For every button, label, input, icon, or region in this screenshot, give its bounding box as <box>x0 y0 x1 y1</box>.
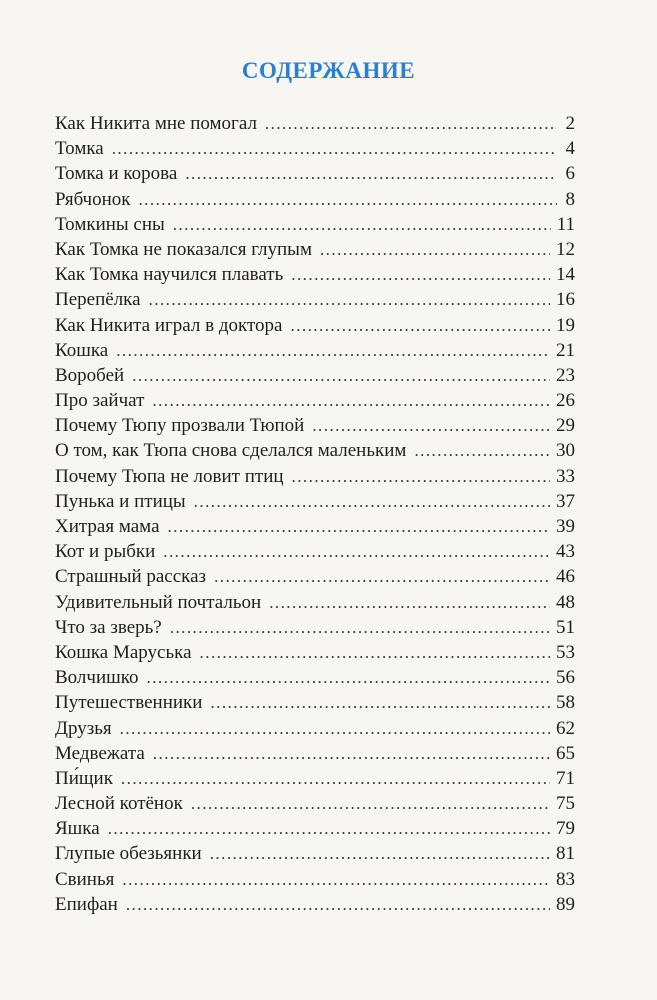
entry-title: Как Томка научился плавать <box>55 264 284 286</box>
entry-title: Как Никита играл в доктора <box>55 314 283 336</box>
toc-entry[interactable] <box>55 690 575 715</box>
entry-title: Кошка <box>55 339 109 361</box>
entry-page-number: 75 <box>556 793 575 815</box>
dot-leader <box>116 338 550 363</box>
dot-leader <box>153 741 550 766</box>
dot-leader <box>121 766 550 791</box>
toc-entry[interactable] <box>55 338 575 363</box>
entry-page-number: 26 <box>556 390 575 412</box>
entry-page-number: 12 <box>556 238 575 260</box>
entry-title: Что за зверь? <box>55 616 162 638</box>
dot-leader <box>126 892 550 917</box>
dot-leader <box>320 237 550 262</box>
entry-page-number: 16 <box>556 289 575 311</box>
entry-page-number: 2 <box>565 113 575 134</box>
toc-entry[interactable] <box>55 161 575 186</box>
dot-leader <box>120 716 550 741</box>
entry-title: Удивительный почтальон <box>55 591 262 613</box>
toc-entry[interactable] <box>55 791 575 816</box>
entry-title: Кот и рыбки <box>55 541 156 563</box>
entry-title: Епифан <box>55 893 118 915</box>
entry-title: Почему Тюпа не ловит птиц <box>55 465 284 487</box>
dot-leader <box>200 640 550 665</box>
entry-page-number: 43 <box>556 541 575 563</box>
entry-title: Друзья <box>55 717 112 739</box>
toc-entry[interactable] <box>55 187 575 212</box>
entry-title: Медвежата <box>55 742 145 764</box>
dot-leader <box>173 212 551 237</box>
toc-entry[interactable] <box>55 615 575 640</box>
entry-page-number: 51 <box>556 616 575 638</box>
dot-leader <box>149 287 550 312</box>
entry-page-number: 11 <box>556 213 575 235</box>
entry-title: Томка и корова <box>55 163 178 185</box>
dot-leader <box>191 791 550 816</box>
dot-leader <box>291 262 550 287</box>
toc-entry[interactable] <box>55 363 575 388</box>
entry-title: Почему Тюпу прозвали Тюпой <box>55 415 305 437</box>
toc-entry[interactable] <box>55 287 575 312</box>
entry-page-number: 56 <box>556 667 575 689</box>
entry-title: Как Томка не показался глупым <box>55 238 312 260</box>
entry-page-number: 89 <box>556 893 575 915</box>
entry-title: Путешественники <box>55 692 203 714</box>
entry-page-number: 8 <box>565 188 575 210</box>
toc-entry[interactable] <box>55 111 575 136</box>
entry-title: Как Никита мне помогал <box>55 113 257 134</box>
dot-leader <box>170 615 550 640</box>
dot-leader <box>108 816 550 841</box>
toc-entry[interactable] <box>55 464 575 489</box>
entry-page-number: 71 <box>556 767 575 789</box>
toc-entry[interactable] <box>55 489 575 514</box>
entry-page-number: 81 <box>556 843 575 865</box>
toc-entry[interactable] <box>55 136 575 161</box>
table-of-contents <box>55 111 575 917</box>
entry-title: Хитрая мама <box>55 516 160 537</box>
toc-entry[interactable] <box>55 665 575 690</box>
dot-leader <box>138 187 557 212</box>
toc-entry[interactable] <box>55 816 575 841</box>
dot-leader <box>210 690 550 715</box>
entry-title: Воробей <box>55 364 125 386</box>
entry-page-number: 48 <box>556 591 575 613</box>
dot-leader <box>168 514 551 539</box>
entry-page-number: 33 <box>556 465 575 487</box>
entry-page-number: 46 <box>556 566 575 588</box>
entry-page-number: 4 <box>565 138 575 160</box>
toc-entry[interactable] <box>55 867 575 892</box>
toc-entry[interactable] <box>55 539 575 564</box>
entry-page-number: 23 <box>556 364 575 386</box>
entry-page-number: 65 <box>556 742 575 764</box>
dot-leader <box>292 464 550 489</box>
entry-page-number: 79 <box>556 818 575 840</box>
entry-title: Лесной котёнок <box>55 793 183 815</box>
entry-title: Страшный рассказ <box>55 566 207 588</box>
entry-page-number: 37 <box>556 490 575 512</box>
dot-leader <box>122 867 550 892</box>
entry-title: О том, как Тюпа снова сделался маленьким <box>55 440 407 462</box>
dot-leader <box>269 590 550 615</box>
entry-title: Пи́щик <box>55 767 113 789</box>
entry-title: Свинья <box>55 868 115 890</box>
toc-entry[interactable] <box>55 438 575 463</box>
toc-entry[interactable] <box>55 716 575 741</box>
toc-entry[interactable] <box>55 892 575 917</box>
toc-entry[interactable] <box>55 640 575 665</box>
entry-page-number: 30 <box>556 440 575 462</box>
entry-page-number: 6 <box>565 163 575 185</box>
toc-entry[interactable] <box>55 766 575 791</box>
entry-page-number: 39 <box>556 516 575 537</box>
entry-page-number: 19 <box>556 314 575 336</box>
toc-entry[interactable] <box>55 590 575 615</box>
dot-leader <box>132 363 550 388</box>
dot-leader <box>414 438 550 463</box>
entry-title: Томкины сны <box>55 213 165 235</box>
toc-entry[interactable] <box>55 413 575 438</box>
entry-title: Перепёлка <box>55 289 141 311</box>
entry-title: Томка <box>55 138 104 160</box>
entry-title: Глупые обезьянки <box>55 843 202 865</box>
dot-leader <box>265 111 557 136</box>
dot-leader <box>214 564 550 589</box>
toc-entry[interactable] <box>55 388 575 413</box>
entry-title: Кошка Маруська <box>55 641 192 663</box>
dot-leader <box>210 841 550 866</box>
entry-title: Яшка <box>55 818 100 840</box>
dot-leader <box>291 313 551 338</box>
entry-title: Про зайчат <box>55 390 145 412</box>
toc-entry[interactable] <box>55 262 575 287</box>
entry-title: Рябчонок <box>55 188 131 210</box>
dot-leader <box>112 136 557 161</box>
dot-leader <box>147 665 550 690</box>
toc-entry[interactable] <box>55 741 575 766</box>
toc-entry[interactable] <box>55 237 575 262</box>
toc-entry[interactable] <box>55 313 575 338</box>
entry-page-number: 21 <box>556 339 575 361</box>
entry-title: Пунька и птицы <box>55 490 186 512</box>
entry-page-number: 83 <box>556 868 575 890</box>
entry-title: Волчишко <box>55 667 139 689</box>
dot-leader <box>152 388 550 413</box>
dot-leader <box>163 539 550 564</box>
entry-page-number: 29 <box>556 415 575 437</box>
entry-page-number: 14 <box>556 264 575 286</box>
toc-entry[interactable] <box>55 514 575 539</box>
dot-leader <box>312 413 550 438</box>
dot-leader <box>185 161 557 186</box>
entry-page-number: 62 <box>556 717 575 739</box>
toc-entry[interactable] <box>55 841 575 866</box>
entry-page-number: 53 <box>556 641 575 663</box>
page-title: СОДЕРЖАНИЕ <box>241 58 416 83</box>
entry-page-number: 58 <box>556 692 575 714</box>
toc-entry[interactable] <box>55 564 575 589</box>
toc-entry[interactable] <box>55 212 575 237</box>
dot-leader <box>194 489 550 514</box>
